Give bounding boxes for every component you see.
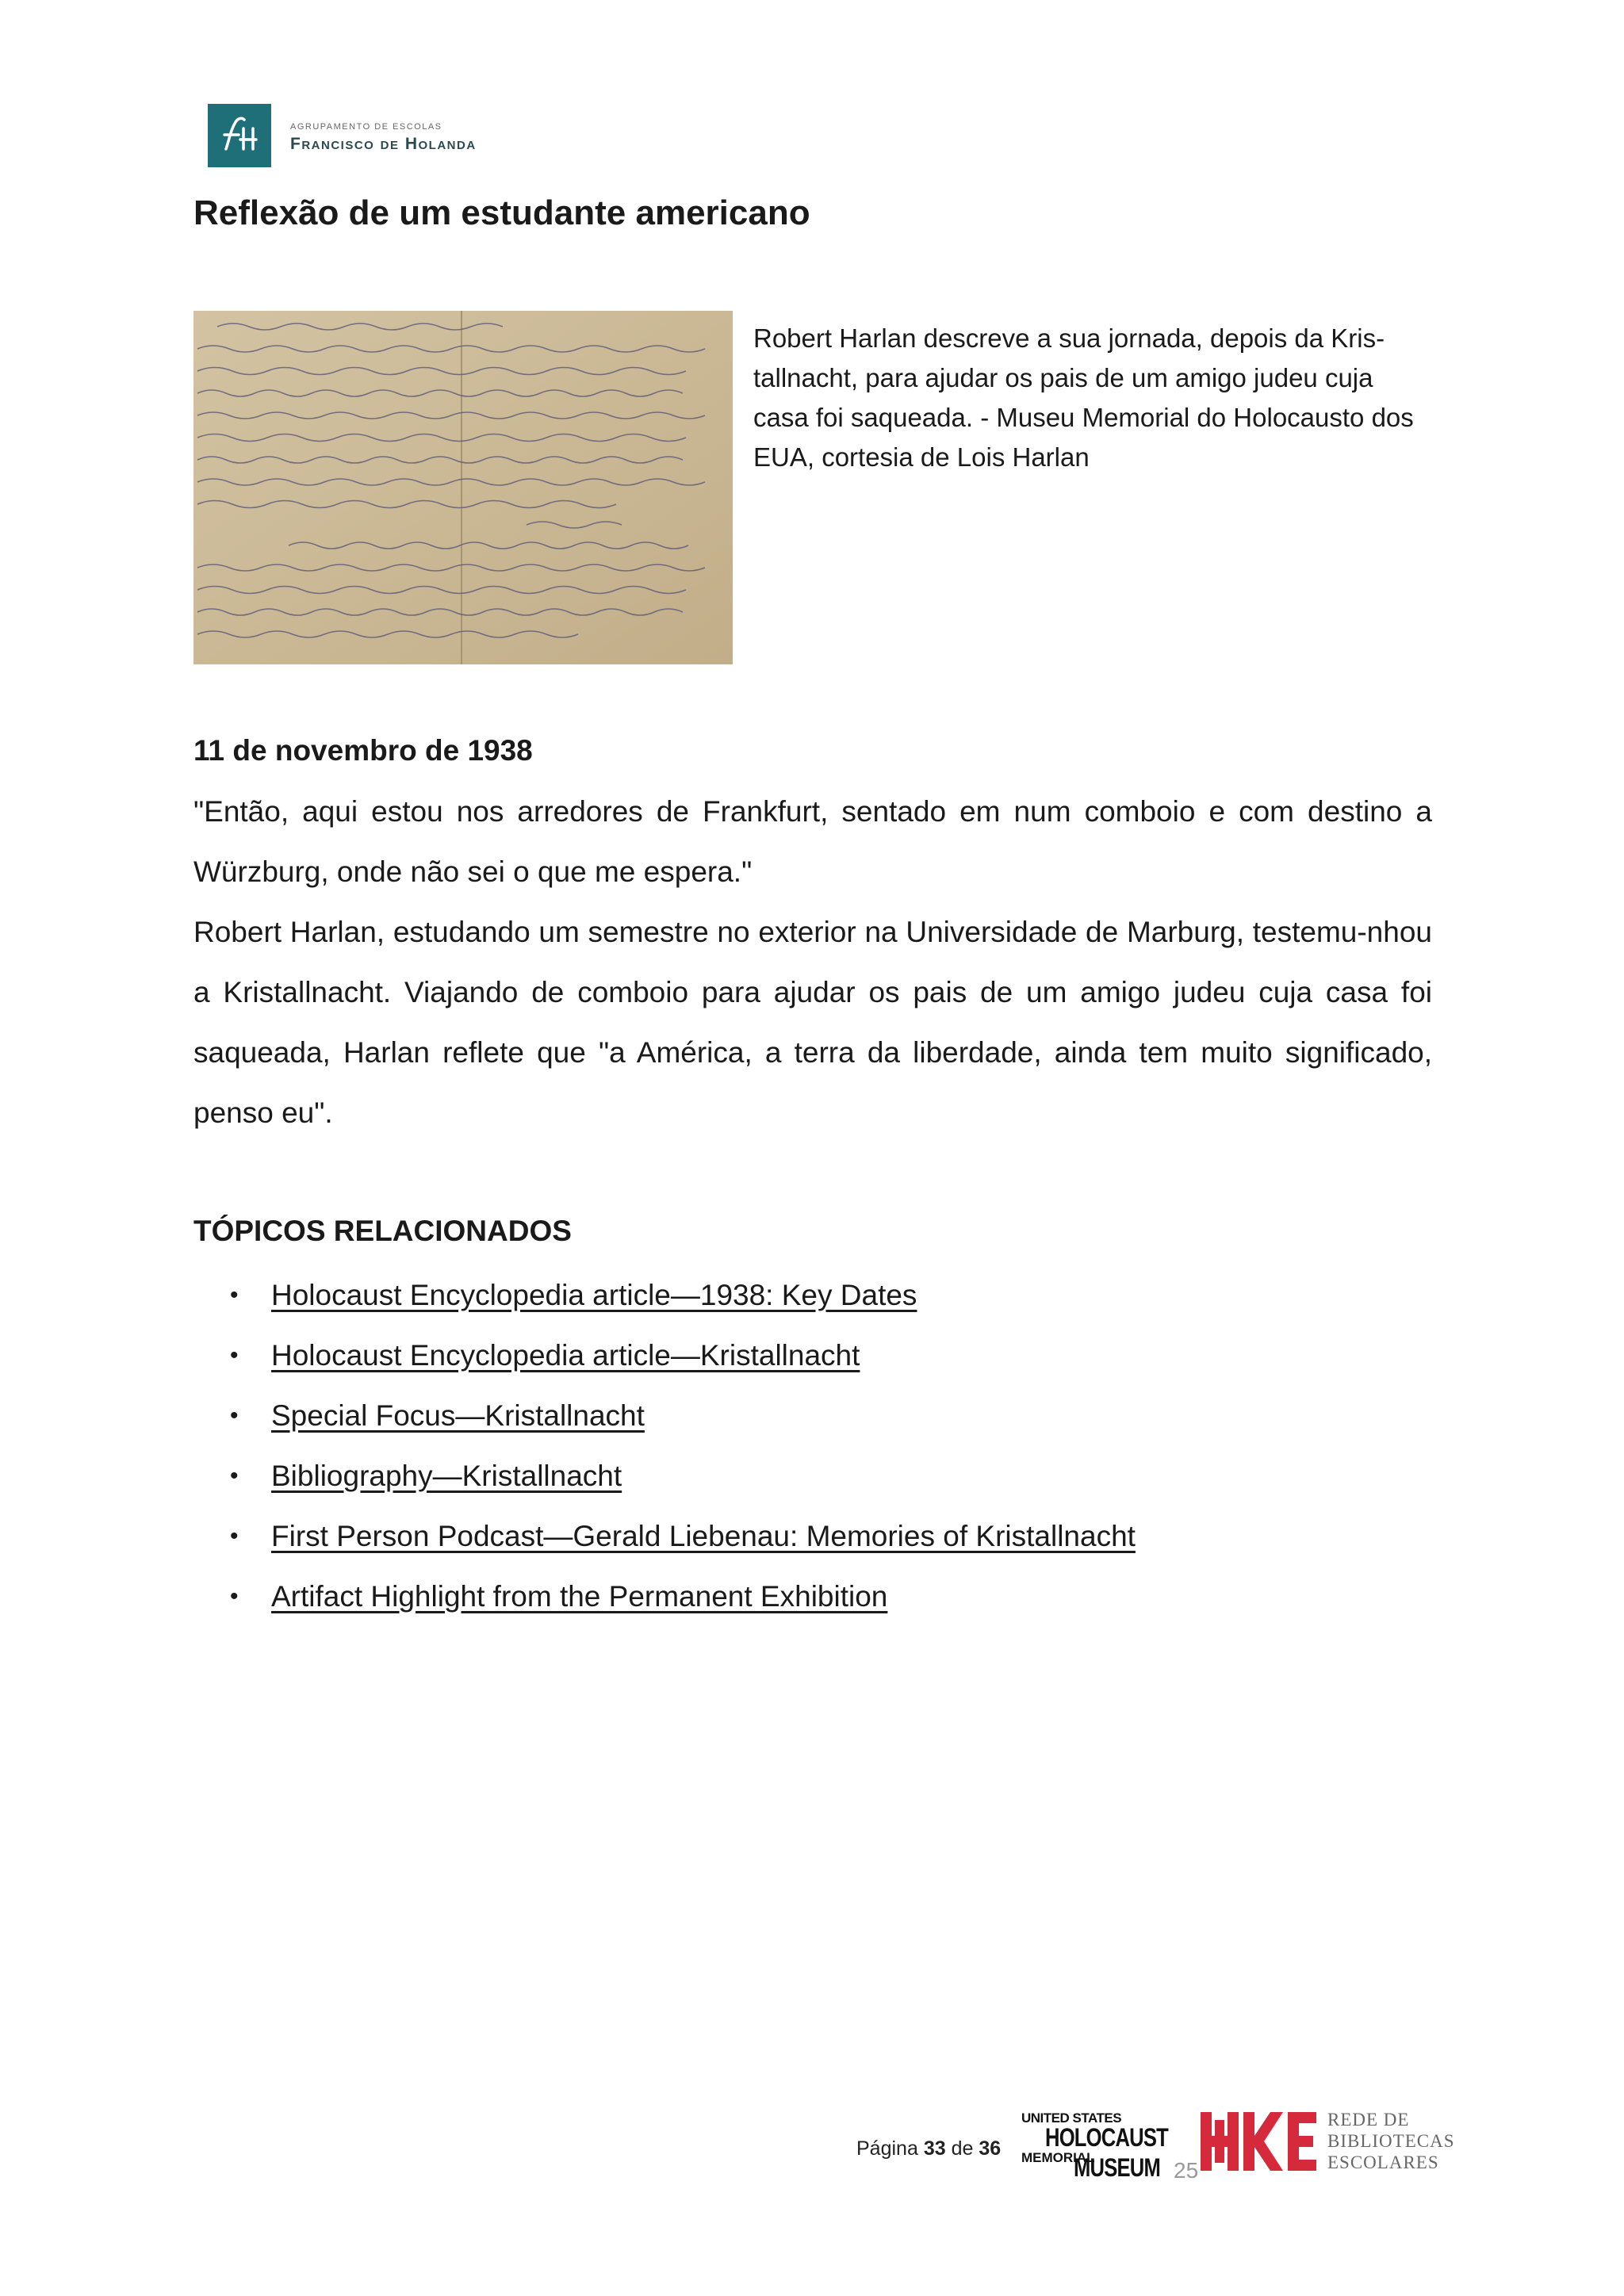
ushmm-logo [1021, 2109, 1201, 2182]
page-number [856, 2137, 1001, 2160]
related-link[interactable]: First Person Podcast—Gerald Liebenau: Memories of Kristallnacht [271, 1520, 1136, 1552]
fh-logo-icon [208, 104, 271, 167]
related-topics-list [230, 1265, 1136, 1627]
ushmm-line3: MEMORIAL [1021, 2150, 1095, 2165]
description-paragraph: Robert Harlan, estudando um semestre no exterior na Universidade de Marburg, testemu-nhou a Kristallnacht. Viajando de comboio para ajudar os pais de um amigo judeu cuja casa foi saqueada, Harlan reflete que "a América, a terra da liberdade, ainda tem muito significado, penso eu". [193, 916, 1432, 1129]
logo-name: Francisco de Holanda [290, 135, 477, 153]
list-item [230, 1265, 1136, 1326]
related-link[interactable]: Holocaust Encyclopedia article—Kristallnacht [271, 1339, 860, 1372]
body-text [193, 782, 1432, 1143]
related-link[interactable]: Artifact Highlight from the Permanent Exhibition [271, 1580, 888, 1613]
page-total: 36 [979, 2137, 1002, 2160]
logo-subtitle: AGRUPAMENTO DE ESCOLAS [290, 122, 442, 132]
quote-paragraph: "Então, aqui estou nos arredores de Frankfurt, sentado em num comboio e com destino a Würzburg, onde não sei o que me espera." [193, 795, 1432, 888]
page-sep: de [951, 2137, 974, 2160]
related-link[interactable]: Holocaust Encyclopedia article—1938: Key Dates [271, 1279, 917, 1311]
bullet-icon: • [230, 1282, 239, 1308]
page-label: Página [856, 2137, 918, 2160]
list-item [230, 1326, 1136, 1386]
handwritten-letter-image [193, 311, 733, 664]
ushmm-line5: 25 [1174, 2158, 1199, 2183]
page-current: 33 [923, 2137, 946, 2160]
ushmm-line4: MUSEUM [1074, 2153, 1160, 2182]
bullet-icon: • [230, 1523, 239, 1549]
bullet-icon: • [230, 1402, 239, 1429]
rbe-line3: ESCOLARES [1327, 2152, 1439, 2172]
rbe-line2: BIBLIOTECAS [1327, 2131, 1455, 2151]
bullet-icon: • [230, 1342, 239, 1368]
related-link[interactable]: Special Focus—Kristallnacht [271, 1399, 645, 1432]
list-item [230, 1506, 1136, 1567]
list-item [230, 1446, 1136, 1506]
entry-date: 11 de novembro de 1938 [193, 734, 533, 767]
related-topics-heading: TÓPICOS RELACIONADOS [193, 1215, 572, 1247]
list-item [230, 1386, 1136, 1446]
rbe-line1: REDE DE [1327, 2110, 1410, 2130]
ushmm-line1: UNITED STATES [1021, 2110, 1122, 2126]
rbe-mark-icon [1201, 2112, 1316, 2171]
list-item [230, 1567, 1136, 1627]
school-logo [208, 104, 477, 167]
rbe-logo [1201, 2109, 1455, 2173]
bullet-icon: • [230, 1583, 239, 1609]
related-link[interactable]: Bibliography—Kristallnacht [271, 1460, 622, 1492]
bullet-icon: • [230, 1463, 239, 1489]
figure-caption: Robert Harlan descreve a sua jornada, depois da Kris-tallnacht, para ajudar os pais de um amigo judeu cuja casa foi saqueada. - Museu Memorial do Holocausto dos EUA, cortesia de Lois Harlan [753, 323, 1414, 472]
ushmm-line2: HOLOCAUST [1045, 2123, 1168, 2152]
page-title: Reflexão de um estudante americano [193, 193, 810, 232]
